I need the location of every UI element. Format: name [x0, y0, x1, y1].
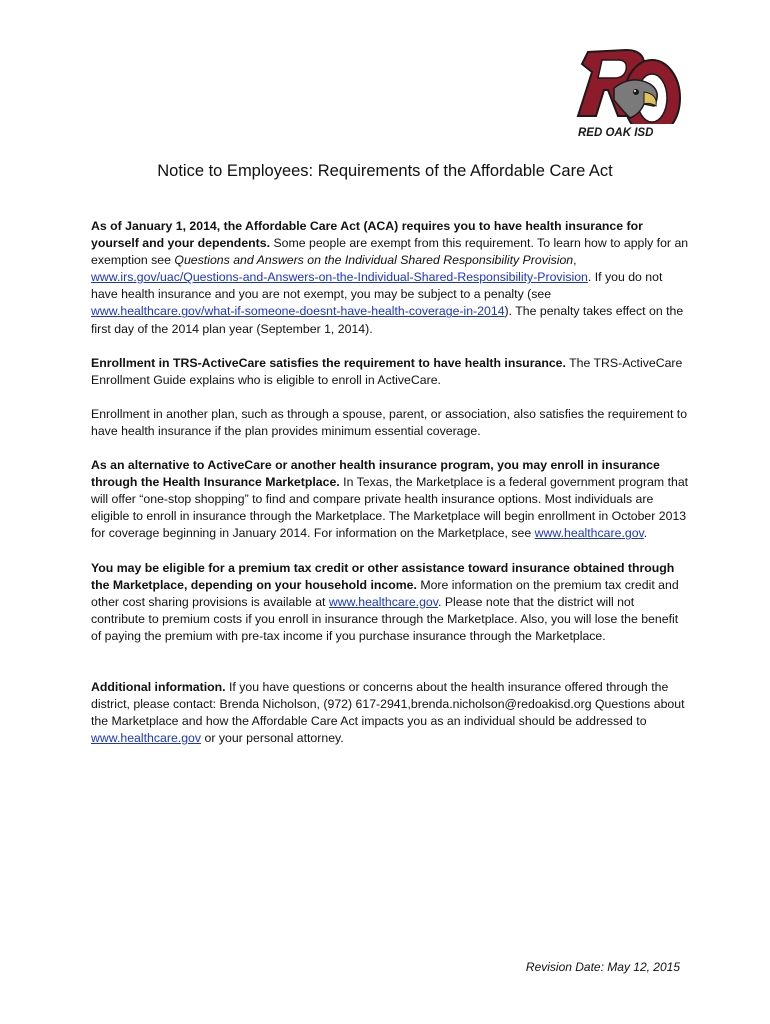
p1-text-3: . If you do not have health insurance and you are not exempt, you may be subject to a penalty (see — [91, 270, 663, 302]
p5-text-2: . Please note that the district will not contribute to premium costs if you enroll in insurance through the Marketplace. Also, you will lose the benefit of paying the premium with pre-tax income if you purchase insurance through the Marketplace. — [91, 594, 679, 643]
page-title: Notice to Employees: Requirements of the Affordable Care Act — [157, 162, 613, 180]
red-oak-isd-logo — [574, 44, 684, 142]
healthcare-gov-link[interactable]: www.healthcare.gov — [328, 594, 439, 609]
irs-link[interactable]: www.irs.gov/uac/Questions-and-Answers-on-the-Individual-Shared-Responsibility-Provision — [91, 270, 588, 285]
p1-text-4: ). The penalty takes effect on the first day of the 2014 plan year (September 1, 2014). — [91, 304, 684, 336]
healthcare-coverage-link[interactable]: www.healthcare.gov/what-if-someone-doesnt-have-health-coverage-in-2014 — [91, 304, 505, 319]
paragraph-additional-info — [91, 679, 691, 747]
p4-text-1: In Texas, the Marketplace is a federal government program that will offer “one-stop shopping” to find and compare private health insurance options. Most individuals are eligible to enroll in insurance through the Marketplace. The Marketplace will begin enrollment in October 2013 for coverage beginning in January 2014. For information on the Marketplace, see — [91, 475, 689, 541]
paragraph-other-plan — [91, 406, 691, 440]
healthcare-gov-link[interactable]: www.healthcare.gov — [91, 731, 202, 746]
paragraph-marketplace — [91, 457, 691, 542]
p4-bold: As an alternative to ActiveCare or another health insurance program, you may enroll in insurance through the Health Insurance Marketplace. — [91, 458, 660, 490]
p4-text-2: . — [643, 526, 648, 541]
paragraph-aca-requirement — [91, 218, 691, 338]
p1-bold: As of January 1, 2014, the Affordable Care Act (ACA) requires you to have health insurance for yourself and your dependents. — [91, 219, 643, 251]
revision-date: Revision Date: May 12, 2015 — [525, 960, 680, 974]
healthcare-gov-link[interactable]: www.healthcare.gov — [534, 526, 644, 541]
notice-body — [91, 218, 691, 764]
paragraph-trs-activecare — [91, 355, 691, 389]
p3-text: Enrollment in another plan, such as through a spouse, parent, or association, also satisfies the requirement to have health insurance if the plan provides minimum essential coverage. — [91, 406, 688, 438]
p5-bold: You may be eligible for a premium tax credit or other assistance toward insurance obtained through the Marketplace, depending on your household income. — [91, 560, 675, 592]
p2-bold: Enrollment in TRS-ActiveCare satisfies the requirement to have health insurance. — [91, 355, 566, 370]
logo-text: RED OAK ISD — [578, 127, 654, 139]
p6-text-1: If you have questions or concerns about the health insurance offered through the district, please contact: Brenda Nicholson, (972) 617-2941,brenda.nicholson@redoakisd.org Questions about the Marketplace and how the Affordable Care Act impacts you as an individual should be addressed to — [91, 679, 685, 729]
p6-bold: Additional information. — [91, 679, 226, 694]
p1-text-1: Some people are exempt from this requirement. To learn how to apply for an exemption see — [91, 236, 689, 268]
p2-text: The TRS-ActiveCare Enrollment Guide explains who is eligible to enroll in ActiveCare. — [91, 355, 683, 387]
p6-text-2: or your personal attorney. — [201, 731, 344, 746]
p5-text-1: More information on the premium tax credit and other cost sharing provisions is available at — [91, 577, 679, 609]
p1-text-2: , — [573, 253, 577, 268]
p1-italic: Questions and Answers on the Individual Shared Responsibility Provision — [174, 253, 574, 268]
paragraph-tax-credit — [91, 560, 691, 645]
